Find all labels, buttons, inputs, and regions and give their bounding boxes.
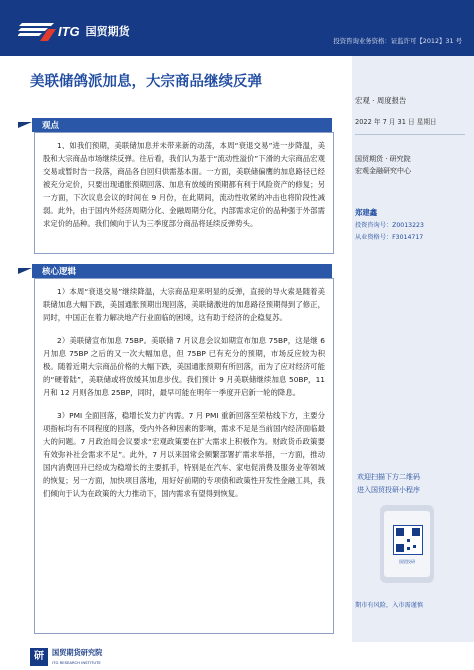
wechat-line-1: 欢迎扫描下方二维码 — [357, 473, 420, 481]
report-date: 2022 年 7 月 31 日 星期日 — [355, 118, 437, 126]
view-section-box — [34, 132, 334, 254]
logo-stripes-icon — [18, 21, 56, 41]
logic-paragraph-2: 2）美联储宣布加息 75BP。美联储 7 月议息会议如期宣布加息 75BP，这是继 6 月加息 75BP 之后的又一次大幅加息，但 75BP 已有充分的预期，市场反应较为积极。随着近期大宗商品价格的大幅下跌，美国通胀预期有所回落，而为了应对经济可能的“硬着陆”，美联储或将放缓其加息步伐。我们预计 9 月美联储继续加息 50BP，11 月和 12 月则各加息 25BP，同时，最早可能在明年一季度开启新一轮的降息。 — [43, 336, 325, 397]
org-line-2: 宏观金融研究中心 — [355, 167, 411, 175]
author-name: 郑建鑫 — [355, 208, 378, 217]
logo-text: ITG — [58, 23, 80, 39]
org-line-1: 国贸期货 · 研究院 — [355, 155, 411, 163]
phone-qr-graphic[interactable] — [380, 505, 434, 583]
report-type: 宏观 · 周度报告 — [355, 96, 407, 105]
logic-paragraph-3: 3）PMI 全面回落，稳增长发力扩内需。7 月 PMI 重新回落至荣枯线下方，主要分项指标均有不同程度的回落，受内外各种因素的影响，需求不足是当前国内经济面临最大的问题。7 月政治局会议要求“宏观政策要在扩大需求上积极作为。财政货币政策要有效弥补社会需求不足”。此外，7 月以来国常会频繁部署扩需求举措，一方面，推动国内消费回升已经成为稳增长的主要抓手，特别是在汽车、家电促消费及服务业等领域的恢复；另一方面，加快项目落地，用好好前期的专项债和政策性开发性金融工具，我们倾向于认为在政策的大力推动下，国内需求有望得到恢复。 — [43, 411, 325, 498]
view-section-header — [32, 118, 332, 132]
company-logo — [18, 20, 130, 42]
risk-warning: 期市有风险，入市需谨慎 — [355, 602, 424, 609]
qr-code-icon[interactable] — [393, 525, 423, 555]
qualification-number: 投资咨询号：Z0013223 — [355, 222, 424, 229]
logic-section-box — [34, 278, 334, 634]
research-institute-logo-icon: 研 — [30, 648, 48, 666]
practice-number: 从业资格号：F3014717 — [355, 234, 424, 241]
sidebar-divider — [355, 134, 465, 135]
qualification-text: 投资咨询业务资格：证监许可【2012】31 号 — [333, 37, 462, 45]
qr-caption: 国贸投研 — [399, 559, 415, 564]
logic-section-header — [32, 264, 332, 278]
view-section-title: 观点 — [42, 121, 60, 131]
footer-org-english: ITG RESEARCH INSTITUTE — [52, 660, 101, 665]
wechat-line-2: 进入国贸投研小程序 — [357, 486, 420, 494]
logic-section-title: 核心逻辑 — [42, 267, 77, 277]
logic-paragraph-1: 1）本周“衰退交易”继续降温，大宗商品迎来明显的反弹，直接的导火索是随着美联储加息大幅下跌，美国通胀预期出现回落，美联储激进的加息路径预期得到了修正，同时，中国正在着力解决地产行业面临的困境，这有助于经济的企稳复苏。 — [43, 287, 325, 322]
view-paragraph: 1、如我们预期，美联储加息并未带来新的动荡，本周“衰退交易”进一步降温，美股和大宗商品市场继续反弹。往后看，我们认为基于“流动性溢价”下滑的大宗商品宏观交易或暂时告一段落，商品各自回归供需基本面。一方面，美联储偏鹰的加息路径已经被充分定价，只要出现通胀预期回落、加息有放缓的预期都有利于风险资产的修复；另一方面，下次议息会议的时间在 9 月份，在此期间，流动性收紧的冲击也将阶段性减弱。此外，由于国内外经济周期分化、金融周期分化，内部需求定价的品种强于外部需求定价的品种。我们倾向于认为三季度部分商品将延续反弹势头。 — [43, 141, 325, 228]
phone-screen — [384, 511, 430, 577]
logo-chinese-name: 国贸期货 — [85, 25, 130, 38]
header-bar — [0, 0, 474, 56]
footer-org-name: 国贸期货研究院 — [52, 648, 103, 657]
report-title: 美联储鸽派加息，大宗商品继续反弹 — [30, 74, 262, 90]
